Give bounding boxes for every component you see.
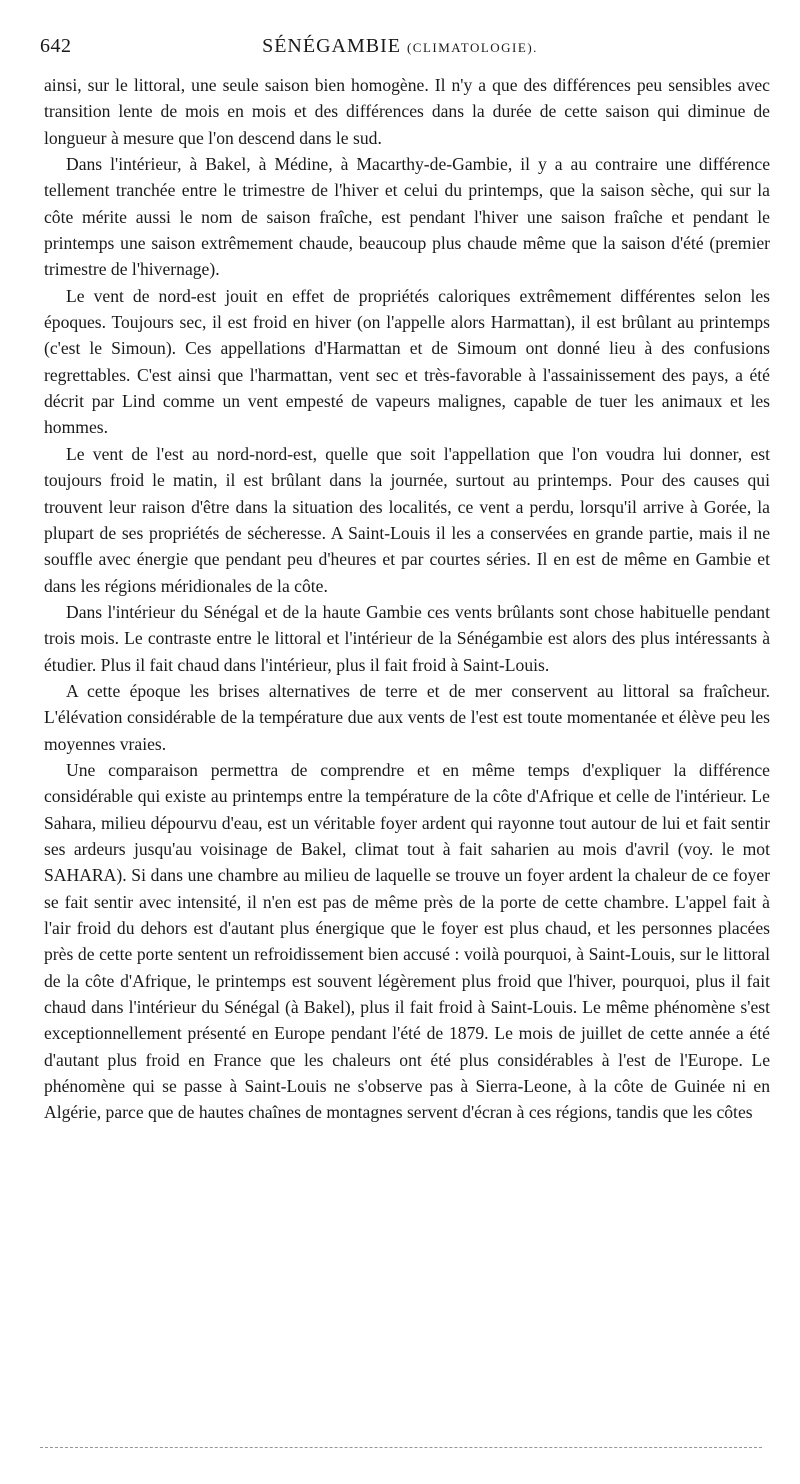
paragraph: Dans l'intérieur du Sénégal et de la haute Gambie ces vents brûlants sont chose habituelle pendant trois mois. Le contraste entre le littoral et l'intérieur de la Sénégambie est alors des plus intéressants à étudier. Plus il fait chaud dans l'intérieur, plus il fait froid à Saint-Louis. <box>44 601 770 675</box>
footer-rule <box>40 1447 762 1448</box>
paragraph: Dans l'intérieur, à Bakel, à Médine, à Macarthy-de-Gambie, il y a au contraire une différence tellement tranchée entre le trimestre de l'hiver et celui du printemps, que la saison sèche, qui sur la côte mérite aussi le nom de saison fraîche, est pendant l'hiver une saison fraîche et pendant le printemps une saison extrêmement chaude, beaucoup plus chaude même que la saison d'été (premier trimestre de l'hivernage). <box>44 154 770 280</box>
running-title-subtitle: (CLIMATOLOGIE). <box>406 40 538 55</box>
running-title <box>40 34 760 60</box>
paragraph: Le vent de nord-est jouit en effet de propriétés caloriques extrêmement différentes selon les époques. Toujours sec, il est froid en hiver (on l'appelle alors Harmattan), il est brûlant au printemps (c'est le Simoun). Ces appellations d'Harmattan et de Simoum ont donné lieu à des confusions regrettables. C'est ainsi que l'harmattan, vent sec et très-favorable à l'assainissement des pays, a été décrit par Lind comme un vent empesté de vapeurs malignes, capable de tuer les animaux et les hommes. <box>44 285 770 438</box>
running-title-main: SÉNÉGAMBIE <box>262 35 401 57</box>
body-text <box>44 72 770 1126</box>
page-number: 642 <box>40 35 72 57</box>
running-head <box>40 34 760 58</box>
paragraph: Une comparaison permettra de comprendre et en même temps d'expliquer la différence considérable qui existe au printemps entre la température de la côte d'Afrique et celle de l'intérieur. Le Sahara, milieu dépourvu d'eau, est un véritable foyer ardent qui rayonne tout autour de lui et fait sentir ses ardeurs jusqu'au voisinage de Bakel, climat tout à fait saharien au mois d'avril (voy. le mot SAHARA). Si dans une chambre au milieu de laquelle se trouve un foyer ardent la chaleur de ce foyer se fait sentir avec intensité, il n'en est pas de même près de la porte de cette chambre. L'appel fait à l'air froid du dehors est d'autant plus énergique que le foyer est plus chaud, et les personnes placées près de cette porte sentent un refroidissement bien accusé : voilà pourquoi, à Saint-Louis, sur le littoral de la côte d'Afrique, le printemps est souvent légèrement plus froid que l'hiver, pourquoi, plus il fait chaud dans l'intérieur du Sénégal (à Bakel), plus il fait froid à Saint-Louis. Le même phénomène s'est exceptionnellement présenté en Europe pendant l'été de 1879. Le mois de juillet de cette année a été d'autant plus froid en France que les chaleurs ont été plus considérables à l'est de l'Europe. Le phénomène qui se passe à Saint-Louis ne s'observe pas à Sierra-Leone, à la côte de Guinée ni en Algérie, parce que de hautes chaînes de montagnes servent d'écran à ces régions, tandis que les côtes <box>44 759 770 1123</box>
paragraph: A cette époque les brises alternatives de terre et de mer conservent au littoral sa fraîcheur. L'élévation considérable de la température due aux vents de l'est est toute momentanée et élève peu les moyennes vraies. <box>44 680 770 754</box>
paragraph: Le vent de l'est au nord-nord-est, quelle que soit l'appellation que l'on voudra lui donner, est toujours froid le matin, il est brûlant dans la journée, surtout au printemps. Pour des causes qui trouvent leur raison d'être dans la situation des localités, ce vent a perdu, lorsqu'il arrive à Gorée, la plupart de ses propriétés de sécheresse. A Saint-Louis il les a conservées en grande partie, mais il ne souffle avec énergie que pendant peu d'heures et par courtes séries. Il en est de même en Gambie et dans les régions méridionales de la côte. <box>44 443 770 596</box>
paragraph: ainsi, sur le littoral, une seule saison bien homogène. Il n'y a que des différences peu sensibles avec transition lente de mois en mois et des différences dans la durée de cette saison qui diminue de longueur à mesure que l'on descend dans le sud. <box>44 75 770 148</box>
